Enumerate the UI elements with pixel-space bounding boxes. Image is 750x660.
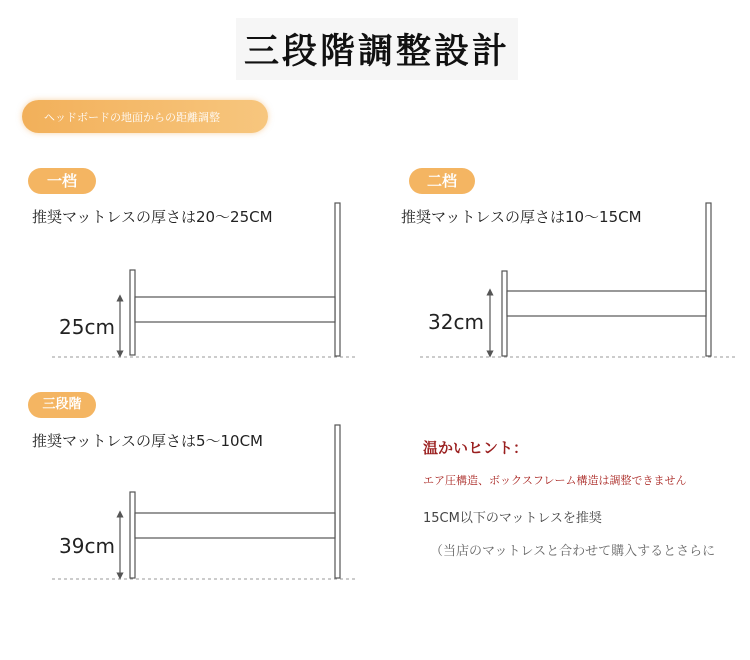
level-1-headboard	[335, 203, 340, 356]
page-title: 三段階調整設計	[236, 18, 518, 80]
level-3-bed-rail	[135, 513, 335, 538]
hint-warning: エア圧構造、ボックスフレーム構造は調整できません	[423, 474, 687, 487]
level-1-badge: 一档	[28, 168, 96, 194]
level-2-badge: 二档	[409, 168, 475, 194]
level-2-height-label: 32cm	[428, 310, 484, 334]
level-3-badge: 三段階	[28, 392, 96, 418]
level-1-height-label: 25cm	[59, 315, 115, 339]
hint-note: （当店のマットレスと合わせて購入するとさらに	[430, 544, 716, 559]
hint-recommend: 15CM以下のマットレスを推奨	[423, 511, 602, 526]
level-2-footboard	[502, 271, 507, 356]
distance-banner-label: ヘッドボードの地面からの距離調整	[44, 111, 220, 124]
level-3-diagram	[52, 425, 356, 579]
level-2-spec: 推奨マットレスの厚さは10〜15CM	[401, 208, 642, 226]
level-3-height-label: 39cm	[59, 534, 115, 558]
level-2-diagram	[420, 203, 738, 357]
level-2-headboard	[706, 203, 711, 356]
level-2-bed-rail	[507, 291, 706, 316]
hint-title: 温かいヒント：	[423, 439, 529, 457]
level-3-footboard	[130, 492, 135, 578]
level-1-bed-rail	[135, 297, 335, 322]
level-3-headboard	[335, 425, 340, 578]
level-3-spec: 推奨マットレスの厚さは5〜10CM	[32, 432, 263, 450]
level-1-diagram	[52, 203, 356, 357]
level-1-spec: 推奨マットレスの厚さは20〜25CM	[32, 208, 273, 226]
level-1-footboard	[130, 270, 135, 355]
